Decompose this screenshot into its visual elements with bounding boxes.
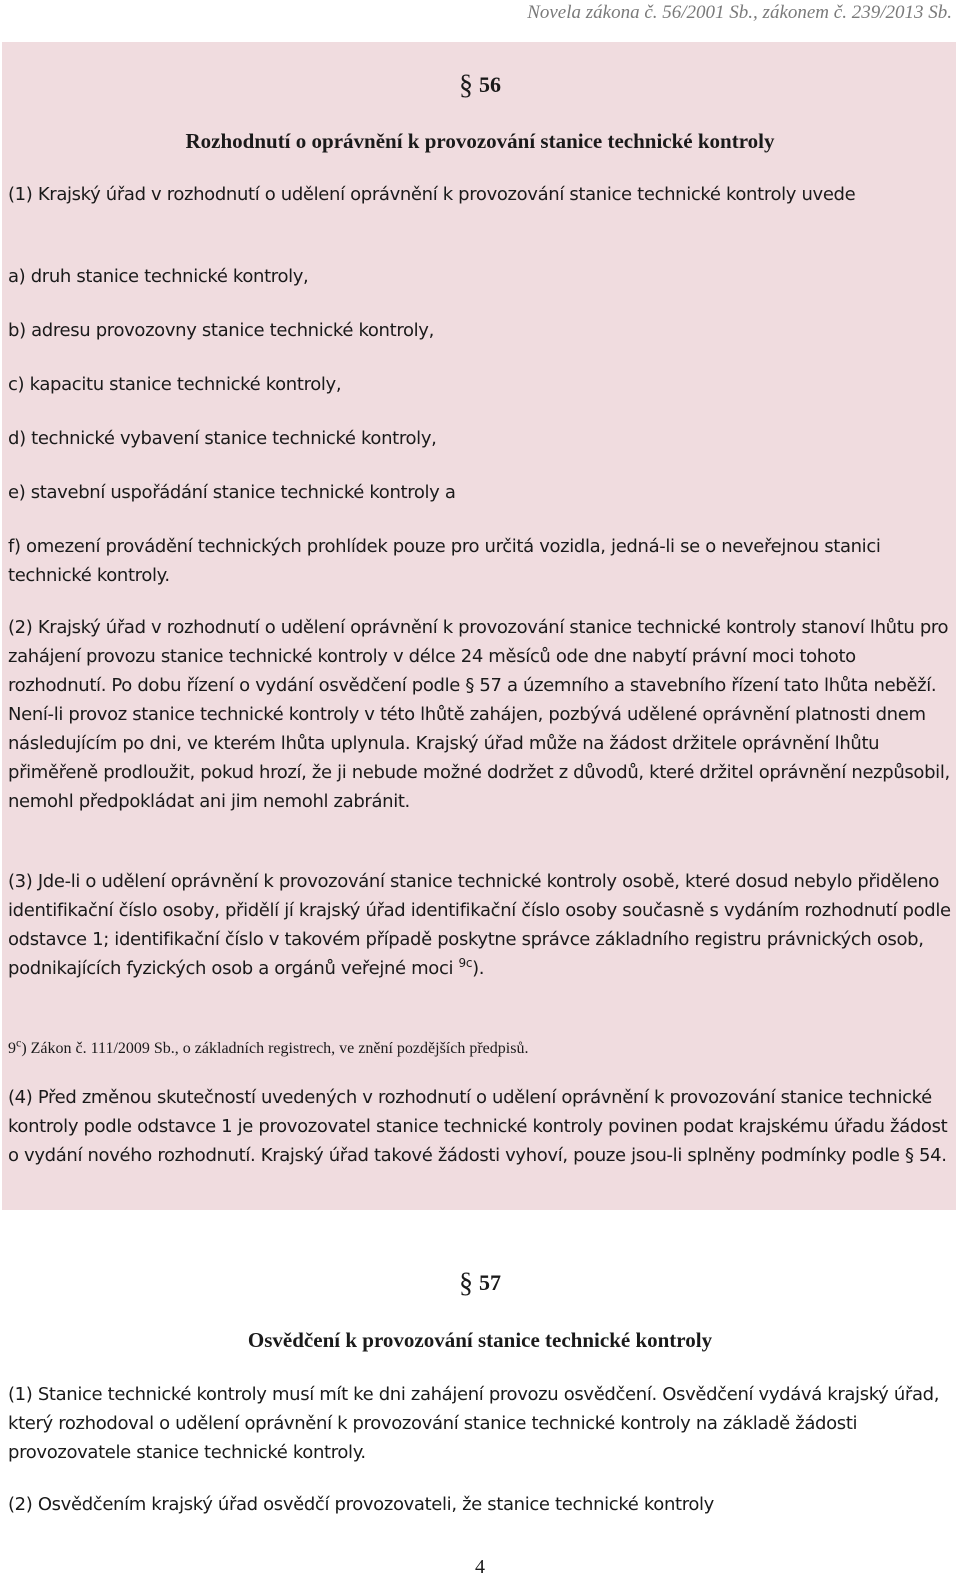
list-item-b: b) adresu provozovny stanice technické kontroly, [8,320,434,341]
section-sign: § [459,1268,473,1299]
section-sign: § [459,70,473,101]
paragraph-2: (2) Krajský úřad v rozhodnutí o udělení oprávnění k provozování stanice technické kontroly stanoví lhůtu pro zahájení provozu stanice technické kontroly v délce 24 měsíců ode dne nabytí právní moci tohoto rozhodnutí. Po dobu řízení o vydání osvědčení podle § 57 a územního a stavebního řízení tato lhůta neběží. Není-li provoz stanice technické kontroly v této lhůtě zahájen, pozbývá udělené oprávnění platnosti dnem následujícím po dni, ve kterém lhůta uplynula. Krajský úřad může na žádost držitele oprávnění lhůtu přiměřeně prodloužit, pokud hrozí, že ji nebude možné dodržet z důvodů, které držitel oprávnění nezpůsobil, nemohl předpokládat ani jim nemohl zabránit. [8,617,950,812]
list-item-e: e) stavební uspořádání stanice technické kontroly a [8,482,456,503]
section-57-paragraph-1: (1) Stanice technické kontroly musí mít ke dni zahájení provozu osvědčení. Osvědčení vydává krajský úřad, který rozhodoval o udělení oprávnění k provozování stanice technické kontroly na základě žádosti provozovatele stanice technické kontroly. [8,1384,940,1463]
list-item-f: f) omezení provádění technických prohlídek pouze pro určitá vozidla, jedná-li se o neveřejnou stanici technické kontroly. [8,536,881,586]
list-item-a: a) druh stanice technické kontroly, [8,266,309,287]
paragraph-4: (4) Před změnou skutečností uvedených v rozhodnutí o udělení oprávnění k provozování stanice technické kontroly podle odstavce 1 je provozovatel stanice technické kontroly povinen podat krajskému úřadu žádost o vydání nového rozhodnutí. Krajský úřad takové žádosti vyhoví, pouze jsou-li splněny podmínky podle § 54. [8,1087,948,1166]
section-57-heading: § 57 [459,1268,501,1299]
paragraph-3: (3) Jde-li o udělení oprávnění k provozování stanice technické kontroly osobě, které dosud nebylo přiděleno identifikační číslo osoby, přidělí jí krajský úřad identifikační číslo osoby současně s vydáním rozhodnutí podle odstavce 1; identifikační číslo v takovém případě poskytne správce základního registru právnických osob, podnikajících fyzických osob a orgánů veřejné moci $^{9c}$). [8,871,951,979]
running-header: Novela zákona č. 56/2001 Sb., zákonem č. 239/2013 Sb. [527,2,952,23]
list-item-d: d) technické vybavení stanice technické kontroly, [8,428,437,449]
page-number: 4 [475,1556,485,1578]
paragraph-1-intro: (1) Krajský úřad v rozhodnutí o udělení oprávnění k provozování stanice technické kontroly uvede [8,184,856,205]
section-56-heading: § 56 [459,70,501,101]
section-57-paragraph-2: (2) Osvědčením krajský úřad osvědčí provozovateli, že stanice technické kontroly [8,1494,714,1515]
list-item-c: c) kapacitu stanice technické kontroly, [8,374,342,395]
section-57-title: Osvědčení k provozování stanice technické kontroly [247,1328,713,1352]
section-56-title: Rozhodnutí o oprávnění k provozování stanice technické kontroly [185,129,775,153]
footnote-reference: 9c [458,956,473,970]
footnote: 9$^c$) Zákon č. 111/2009 Sb., o základních registrech, ve znění pozdějších předpisů. [8,1035,529,1057]
